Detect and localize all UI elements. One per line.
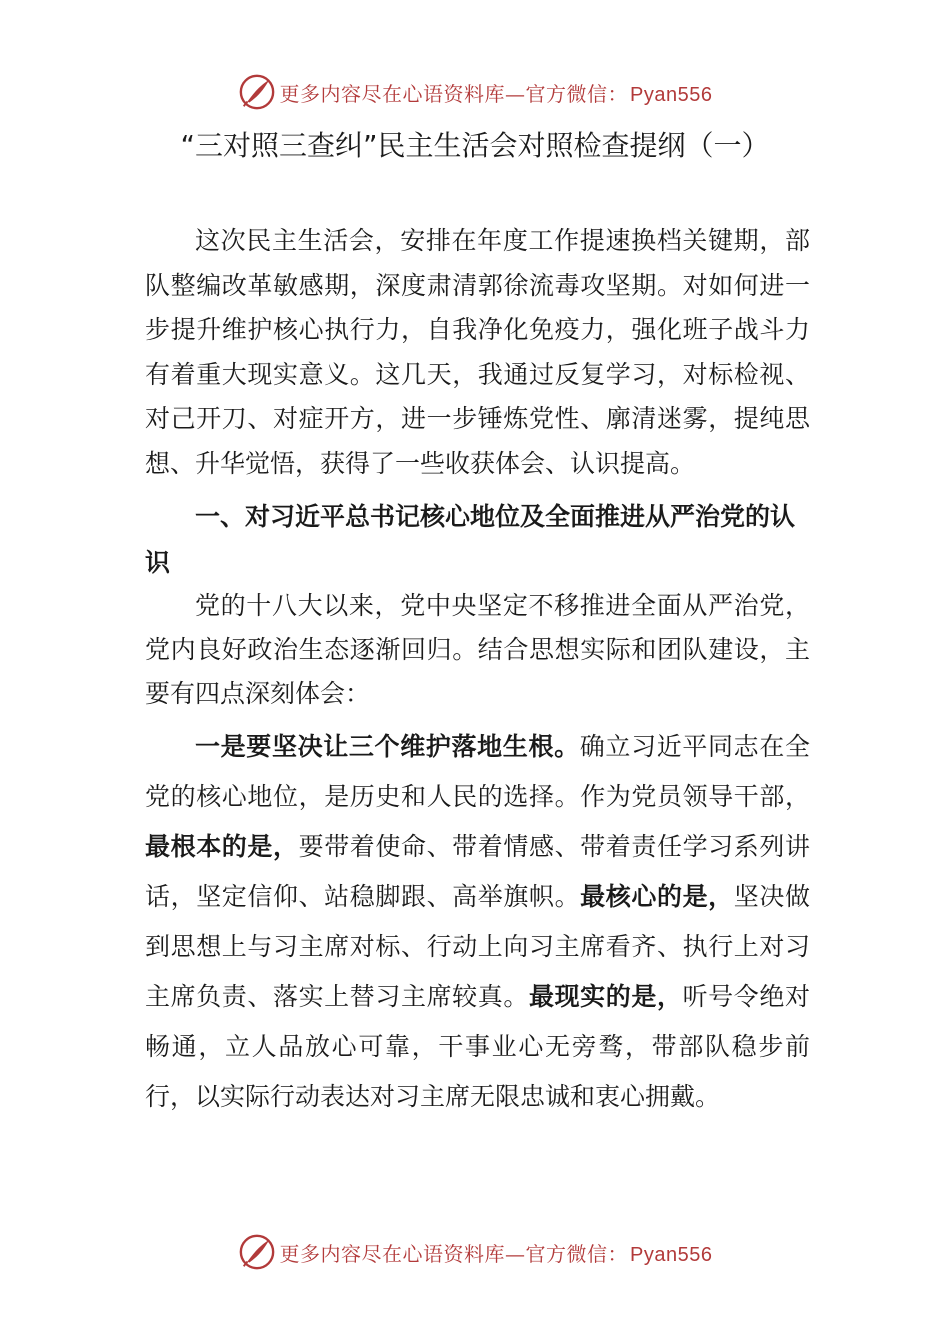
section1-intro-paragraph: 党的十八大以来，党中央坚定不移推进全面从严治党，党内良好政治生态逐渐回归。结合思想实际和团队建设，主要有四点深刻体会： [145, 591, 810, 708]
point1-bold2: 最核心的是， [580, 882, 734, 911]
section1-heading: 一、对习近平总书记核心地位及全面推进从严治党的认识 [145, 502, 796, 577]
banner-label: 更多内容尽在心语资料库—官方微信： [279, 1241, 629, 1266]
section1-intro-block [145, 584, 810, 716]
point1-lead: 一是要坚决让三个维护落地生根。 [195, 732, 580, 761]
point1-bold3: 最现实的是， [528, 982, 683, 1011]
document-title: “三对照三查纠”民主生活会对照检查提纲（一） [180, 129, 770, 162]
point1-bold1: 最根本的是， [145, 832, 299, 861]
quill-logo-icon [238, 73, 276, 111]
banner-text [280, 1238, 713, 1267]
point1-paragraph [145, 722, 810, 1122]
point1-text3: 坚决做到思想上与习主席对标、行动上向习主席看齐、执行上对习主席负责、落实上替习主席较真。 [145, 882, 810, 1011]
wechat-id: Pyan556 [630, 1243, 713, 1266]
banner-text [280, 78, 713, 107]
quill-logo-icon [238, 1233, 276, 1271]
intro-paragraph: 这次民主生活会，安排在年度工作提速换档关键期，部队整编改革敏感期，深度肃清郭徐流毒攻坚期。对如何进一步提升维护核心执行力，自我净化免疫力，强化班子战斗力有着重大现实意义。这几天，我通过反复学习，对标检视、对己开刀、对症开方，进一步锤炼党性、廓清迷雾，提纯思想、升华觉悟，获得了一些收获体会、认识提高。 [145, 226, 810, 478]
section1-block [145, 494, 810, 586]
intro-block [145, 219, 810, 486]
point1-text2: 要带着使命、带着情感、带着责任学习系列讲话，坚定信仰、站稳脚跟、高举旗帜。 [145, 832, 810, 911]
point1-text4: 听号令绝对畅通，立人品放心可靠，干事业心无旁骛，带部队稳步前行，以实际行动表达对习主席无限忠诚和衷心拥戴。 [145, 982, 810, 1111]
point1-block [145, 722, 810, 1122]
footer-banner [0, 1232, 950, 1272]
banner-label: 更多内容尽在心语资料库—官方微信： [279, 81, 629, 106]
point1-text1: 确立习近平同志在全党的核心地位，是历史和人民的选择。作为党员领导干部， [145, 732, 810, 811]
wechat-id: Pyan556 [630, 83, 713, 106]
header-banner [0, 72, 950, 112]
